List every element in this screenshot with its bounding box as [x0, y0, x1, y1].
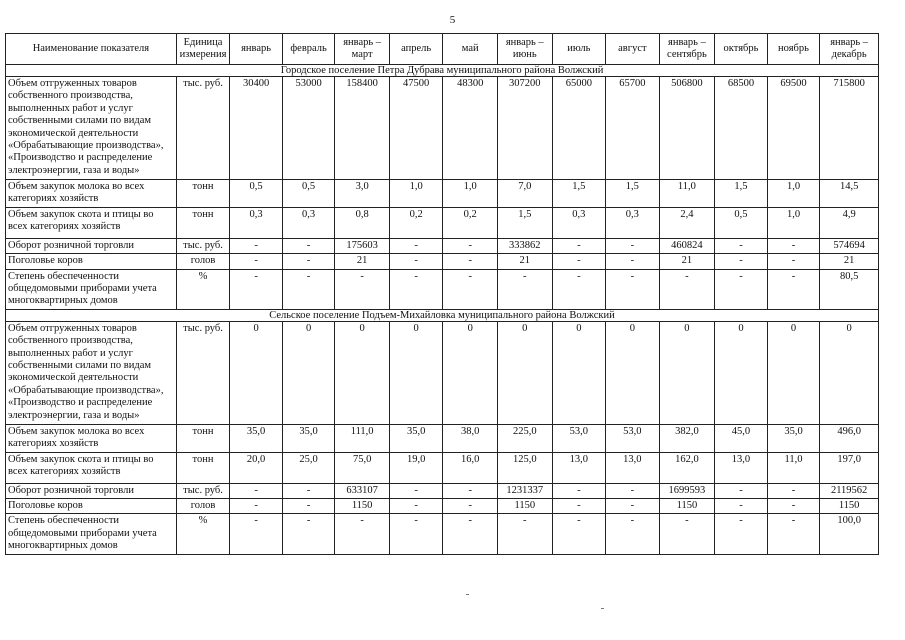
value-cell: -	[606, 499, 660, 514]
value-cell: -	[606, 254, 660, 269]
value-cell: 0	[606, 321, 660, 424]
value-cell: -	[606, 514, 660, 554]
header-period: январь – март	[335, 34, 390, 65]
value-cell: -	[715, 483, 768, 498]
unit-cell: тыс. руб.	[176, 238, 230, 253]
value-cell: -	[552, 269, 606, 309]
value-cell: -	[552, 483, 606, 498]
value-cell: 1150	[335, 499, 390, 514]
value-cell: 1,0	[767, 207, 820, 238]
value-cell: -	[443, 499, 498, 514]
value-cell: -	[715, 238, 768, 253]
value-cell: 0,3	[282, 207, 335, 238]
value-cell: 225,0	[498, 424, 553, 452]
value-cell: -	[282, 499, 335, 514]
value-cell: -	[767, 238, 820, 253]
value-cell: -	[715, 254, 768, 269]
value-cell: 25,0	[282, 452, 335, 483]
indicator-name: Поголовье коров	[6, 254, 177, 269]
indicator-name: Оборот розничной торговли	[6, 238, 177, 253]
value-cell: 80,5	[820, 269, 879, 309]
value-cell: 20,0	[230, 452, 283, 483]
value-cell: -	[282, 514, 335, 554]
value-cell: 53,0	[552, 424, 606, 452]
table-row	[6, 499, 879, 514]
value-cell: 14,5	[820, 180, 879, 208]
header-period: январь – сентябрь	[659, 34, 715, 65]
value-cell: 45,0	[715, 424, 768, 452]
value-cell: 0	[282, 321, 335, 424]
value-cell: 75,0	[335, 452, 390, 483]
value-cell: 0	[389, 321, 443, 424]
value-cell: 1150	[820, 499, 879, 514]
value-cell: 48300	[443, 77, 498, 180]
value-cell: 0	[498, 321, 553, 424]
value-cell: -	[715, 514, 768, 554]
value-cell: -	[282, 254, 335, 269]
value-cell: 100,0	[820, 514, 879, 554]
value-cell: 0	[715, 321, 768, 424]
table-row	[6, 180, 879, 208]
header-period: ноябрь	[767, 34, 820, 65]
unit-cell: тонн	[176, 452, 230, 483]
value-cell: -	[715, 269, 768, 309]
value-cell: -	[282, 238, 335, 253]
scan-speck	[466, 594, 469, 595]
value-cell: -	[606, 269, 660, 309]
value-cell: -	[389, 483, 443, 498]
table-row	[6, 483, 879, 498]
table-row	[6, 238, 879, 253]
table-row	[6, 321, 879, 424]
value-cell: 0	[552, 321, 606, 424]
value-cell: 11,0	[767, 452, 820, 483]
header-period: январь – июнь	[498, 34, 553, 65]
value-cell: 0	[230, 321, 283, 424]
value-cell: -	[606, 238, 660, 253]
header-row	[6, 34, 879, 65]
value-cell: 53000	[282, 77, 335, 180]
section-row	[6, 309, 879, 321]
table-row	[6, 514, 879, 554]
value-cell: -	[230, 483, 283, 498]
value-cell: 65000	[552, 77, 606, 180]
value-cell: 506800	[659, 77, 715, 180]
header-period: август	[606, 34, 660, 65]
header-period: июль	[552, 34, 606, 65]
value-cell: 715800	[820, 77, 879, 180]
value-cell: -	[335, 269, 390, 309]
indicator-name: Степень обеспеченности общедомовыми приборами учета многоквартирных домов	[6, 269, 177, 309]
value-cell: -	[659, 269, 715, 309]
value-cell: 1150	[498, 499, 553, 514]
value-cell: 0,8	[335, 207, 390, 238]
value-cell: 35,0	[282, 424, 335, 452]
table-row	[6, 254, 879, 269]
section-row	[6, 65, 879, 77]
value-cell: 38,0	[443, 424, 498, 452]
value-cell: 68500	[715, 77, 768, 180]
value-cell: -	[389, 254, 443, 269]
value-cell: -	[230, 269, 283, 309]
value-cell: -	[335, 514, 390, 554]
value-cell: 35,0	[767, 424, 820, 452]
value-cell: -	[230, 514, 283, 554]
value-cell: 0	[820, 321, 879, 424]
value-cell: 65700	[606, 77, 660, 180]
header-period: май	[443, 34, 498, 65]
value-cell: 1,5	[552, 180, 606, 208]
value-cell: 0,3	[606, 207, 660, 238]
value-cell: 1,5	[606, 180, 660, 208]
value-cell: 125,0	[498, 452, 553, 483]
value-cell: -	[552, 514, 606, 554]
value-cell: 496,0	[820, 424, 879, 452]
value-cell: 1,5	[715, 180, 768, 208]
value-cell: 1699593	[659, 483, 715, 498]
value-cell: 11,0	[659, 180, 715, 208]
unit-cell: тыс. руб.	[176, 321, 230, 424]
value-cell: 333862	[498, 238, 553, 253]
value-cell: 0	[767, 321, 820, 424]
value-cell: -	[767, 499, 820, 514]
value-cell: -	[715, 499, 768, 514]
indicator-name: Объем отгруженных товаров собственного производства, выполненных работ и услуг собственными силами по видам экономической деятельности «Обрабатывающие производства», «Производство и распределение электроэнергии, газа и воды»	[6, 321, 177, 424]
value-cell: -	[443, 269, 498, 309]
value-cell: 19,0	[389, 452, 443, 483]
section-title: Сельское поселение Подъем-Михайловка муниципального района Волжский	[6, 309, 879, 321]
unit-cell: голов	[176, 499, 230, 514]
section-title: Городское поселение Петра Дубрава муниципального района Волжский	[6, 65, 879, 77]
value-cell: 13,0	[715, 452, 768, 483]
page-number: 5	[449, 14, 456, 26]
value-cell: 175603	[335, 238, 390, 253]
value-cell: 633107	[335, 483, 390, 498]
value-cell: 21	[820, 254, 879, 269]
indicator-name: Степень обеспеченности общедомовыми приборами учета многоквартирных домов	[6, 514, 177, 554]
value-cell: 0,5	[282, 180, 335, 208]
value-cell: 197,0	[820, 452, 879, 483]
indicator-name: Объем отгруженных товаров собственного производства, выполненных работ и услуг собственными силами по видам экономической деятельности «Обрабатывающие производства», «Производство и распределение электроэнергии, газа и воды»	[6, 77, 177, 180]
header-indicator-name: Наименование показателя	[6, 34, 177, 65]
indicator-name: Объем закупок молока во всех категориях хозяйств	[6, 180, 177, 208]
value-cell: 35,0	[389, 424, 443, 452]
value-cell: 162,0	[659, 452, 715, 483]
value-cell: 460824	[659, 238, 715, 253]
value-cell: 1231337	[498, 483, 553, 498]
value-cell: -	[230, 254, 283, 269]
value-cell: 0,3	[552, 207, 606, 238]
table-row	[6, 424, 879, 452]
value-cell: -	[230, 238, 283, 253]
value-cell: -	[282, 483, 335, 498]
value-cell: -	[552, 254, 606, 269]
value-cell: 0	[443, 321, 498, 424]
unit-cell: голов	[176, 254, 230, 269]
header-period: январь – декабрь	[820, 34, 879, 65]
value-cell: 1,0	[767, 180, 820, 208]
value-cell: -	[282, 269, 335, 309]
indicator-name: Объем закупок молока во всех категориях хозяйств	[6, 424, 177, 452]
value-cell: 2119562	[820, 483, 879, 498]
indicator-name: Оборот розничной торговли	[6, 483, 177, 498]
value-cell: 111,0	[335, 424, 390, 452]
value-cell: -	[443, 238, 498, 253]
value-cell: 21	[659, 254, 715, 269]
value-cell: 21	[498, 254, 553, 269]
value-cell: -	[606, 483, 660, 498]
value-cell: -	[767, 514, 820, 554]
table-row	[6, 269, 879, 309]
table-row	[6, 207, 879, 238]
scan-speck	[601, 608, 604, 609]
value-cell: -	[230, 499, 283, 514]
value-cell: 53,0	[606, 424, 660, 452]
value-cell: -	[389, 238, 443, 253]
value-cell: 1,0	[389, 180, 443, 208]
table-body	[6, 65, 879, 555]
value-cell: 0,3	[230, 207, 283, 238]
value-cell: -	[767, 254, 820, 269]
value-cell: -	[767, 269, 820, 309]
value-cell: 1150	[659, 499, 715, 514]
indicator-name: Поголовье коров	[6, 499, 177, 514]
value-cell: 1,5	[498, 207, 553, 238]
value-cell: 16,0	[443, 452, 498, 483]
value-cell: 1,0	[443, 180, 498, 208]
value-cell: 69500	[767, 77, 820, 180]
unit-cell: %	[176, 269, 230, 309]
value-cell: -	[552, 499, 606, 514]
indicators-table	[5, 33, 879, 555]
indicator-name: Объем закупок скота и птицы во всех категориях хозяйств	[6, 452, 177, 483]
value-cell: -	[389, 499, 443, 514]
value-cell: 2,4	[659, 207, 715, 238]
value-cell: 0	[335, 321, 390, 424]
value-cell: 47500	[389, 77, 443, 180]
value-cell: 0,5	[715, 207, 768, 238]
value-cell: 3,0	[335, 180, 390, 208]
value-cell: 158400	[335, 77, 390, 180]
value-cell: 0,2	[389, 207, 443, 238]
value-cell: -	[389, 514, 443, 554]
table-row	[6, 77, 879, 180]
value-cell: -	[767, 483, 820, 498]
value-cell: -	[498, 514, 553, 554]
value-cell: 4,9	[820, 207, 879, 238]
unit-cell: тонн	[176, 207, 230, 238]
table-row	[6, 452, 879, 483]
value-cell: 21	[335, 254, 390, 269]
unit-cell: тыс. руб.	[176, 483, 230, 498]
unit-cell: %	[176, 514, 230, 554]
unit-cell: тонн	[176, 180, 230, 208]
value-cell: 35,0	[230, 424, 283, 452]
value-cell: -	[659, 514, 715, 554]
value-cell: 307200	[498, 77, 553, 180]
indicator-name: Объем закупок скота и птицы во всех категориях хозяйств	[6, 207, 177, 238]
value-cell: 13,0	[606, 452, 660, 483]
unit-cell: тонн	[176, 424, 230, 452]
header-period: октябрь	[715, 34, 768, 65]
value-cell: 574694	[820, 238, 879, 253]
value-cell: -	[498, 269, 553, 309]
value-cell: 0,2	[443, 207, 498, 238]
value-cell: 30400	[230, 77, 283, 180]
value-cell: -	[552, 238, 606, 253]
header-period: январь	[230, 34, 283, 65]
header-period: апрель	[389, 34, 443, 65]
value-cell: -	[443, 483, 498, 498]
value-cell: 382,0	[659, 424, 715, 452]
value-cell: 0,5	[230, 180, 283, 208]
value-cell: -	[389, 269, 443, 309]
header-unit: Единица измерения	[176, 34, 230, 65]
value-cell: -	[443, 514, 498, 554]
value-cell: 7,0	[498, 180, 553, 208]
value-cell: 0	[659, 321, 715, 424]
unit-cell: тыс. руб.	[176, 77, 230, 180]
header-period: февраль	[282, 34, 335, 65]
value-cell: 13,0	[552, 452, 606, 483]
value-cell: -	[443, 254, 498, 269]
